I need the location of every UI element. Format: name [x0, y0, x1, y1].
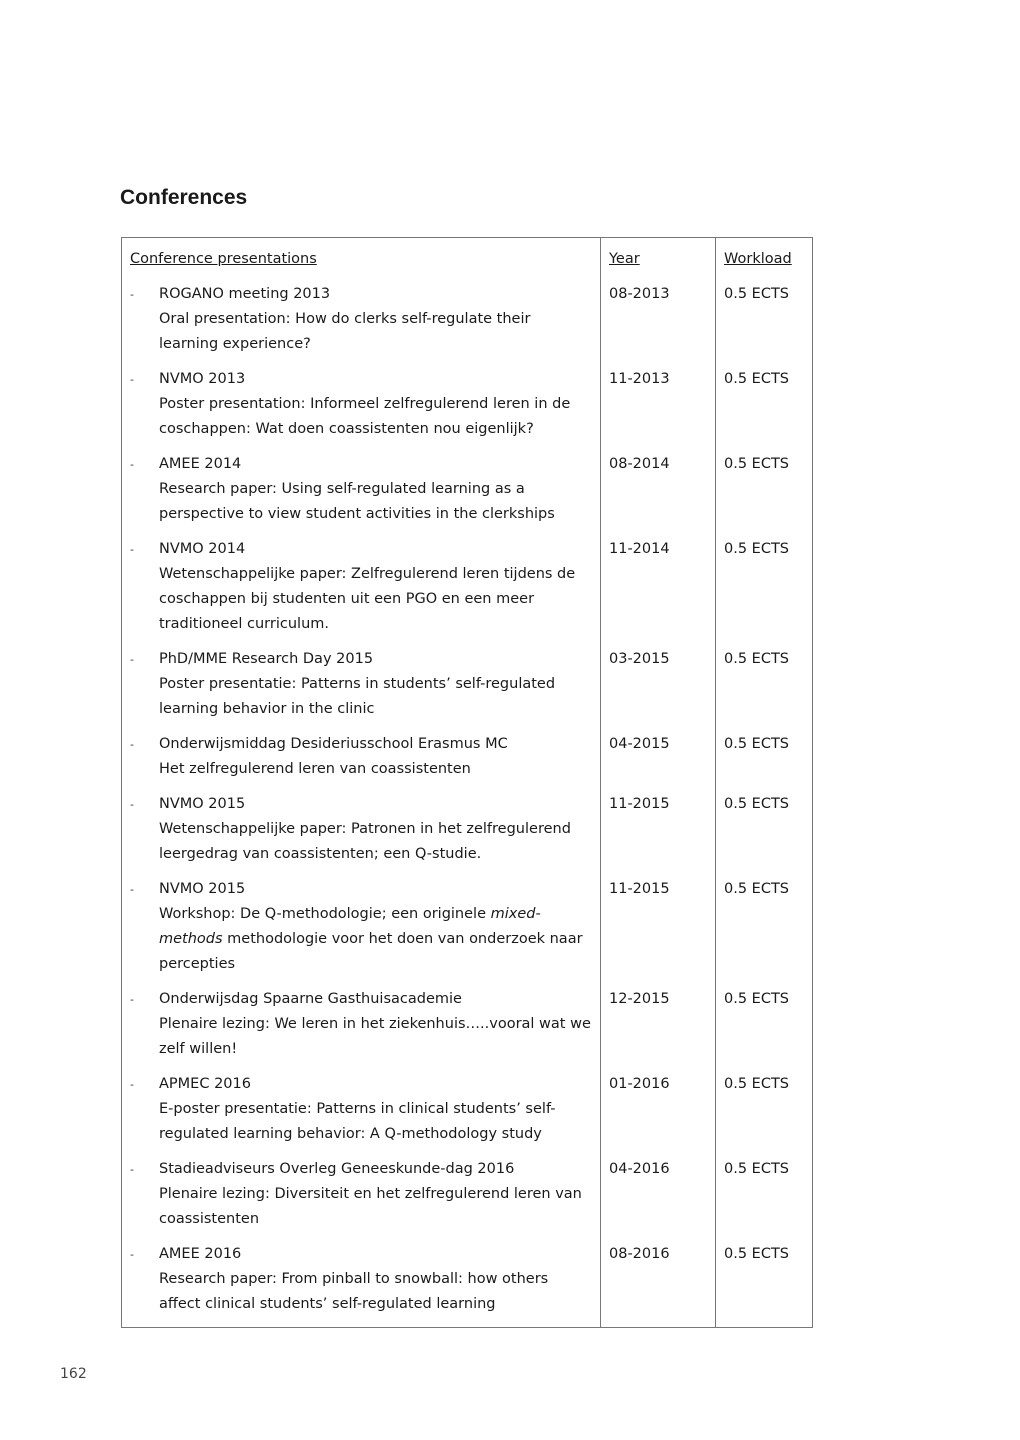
- list-item: [130, 1072, 592, 1147]
- table-row: [122, 987, 813, 1072]
- presentation-description-line: Het zelfregulerend leren van coassistenten: [159, 761, 471, 777]
- conference-title: NVMO 2013: [159, 371, 246, 387]
- description-text: Workshop: De Q-methodologie; een originele: [159, 906, 491, 922]
- presentation-description-line: percepties: [159, 956, 236, 972]
- workload-cell: 0.5 ECTS: [716, 367, 813, 452]
- conference-title: NVMO 2015: [159, 796, 246, 812]
- presentation-description-line: Plenaire lezing: We leren in het ziekenhuis…..vooral wat we: [159, 1016, 591, 1032]
- bullet-dash: -: [130, 1163, 134, 1176]
- table-body: [122, 282, 813, 1328]
- bullet-dash: -: [130, 543, 134, 556]
- workload-cell: 0.5 ECTS: [716, 987, 813, 1072]
- workload-cell: 0.5 ECTS: [716, 647, 813, 732]
- presentation-description-line: Plenaire lezing: Diversiteit en het zelfregulerend leren van: [159, 1186, 582, 1202]
- presentation-cell: [122, 452, 601, 537]
- presentation-description-line: leergedrag van coassistenten; een Q-studie.: [159, 846, 482, 862]
- conference-title: PhD/MME Research Day 2015: [159, 651, 374, 667]
- conference-title: Onderwijsdag Spaarne Gasthuisacademie: [159, 991, 462, 1007]
- presentation-description-line: traditioneel curriculum.: [159, 616, 329, 632]
- conference-title: AMEE 2014: [159, 456, 242, 472]
- presentation-cell: [122, 282, 601, 367]
- presentation-description-line: coschappen: Wat doen coassistenten nou eigenlijk?: [159, 421, 534, 437]
- presentation-description-line: learning behavior in the clinic: [159, 701, 375, 717]
- presentation-cell: [122, 367, 601, 452]
- list-item: [130, 987, 592, 1062]
- year-cell: 08-2013: [601, 282, 716, 367]
- page-number: 162: [60, 1366, 87, 1382]
- entry-text: [159, 877, 592, 977]
- bullet-dash: -: [130, 288, 134, 301]
- workload-cell: 0.5 ECTS: [716, 732, 813, 792]
- presentation-description-line: [159, 927, 592, 952]
- table-row: [122, 452, 813, 537]
- table-row: [122, 877, 813, 987]
- bullet-dash: -: [130, 1248, 134, 1261]
- entry-text: [159, 987, 592, 1062]
- bullet-dash: -: [130, 1078, 134, 1091]
- bullet-dash: -: [130, 373, 134, 386]
- presentation-description-line: E-poster presentatie: Patterns in clinical students’ self-: [159, 1101, 556, 1117]
- conference-title: Stadieadviseurs Overleg Geneeskunde-dag 2016: [159, 1161, 515, 1177]
- workload-cell: 0.5 ECTS: [716, 452, 813, 537]
- year-cell: 08-2014: [601, 452, 716, 537]
- entry-text: [159, 282, 592, 357]
- presentation-description-line: zelf willen!: [159, 1041, 238, 1057]
- entry-text: [159, 367, 592, 442]
- list-item: [130, 452, 592, 527]
- presentation-description-line: Research paper: From pinball to snowball: how others: [159, 1271, 549, 1287]
- conference-title: ROGANO meeting 2013: [159, 286, 331, 302]
- list-item: [130, 282, 592, 357]
- year-cell: 01-2016: [601, 1072, 716, 1157]
- presentation-cell: [122, 647, 601, 732]
- conference-title: Onderwijsmiddag Desideriusschool Erasmus MC: [159, 736, 508, 752]
- presentation-cell: [122, 1242, 601, 1328]
- bullet-dash: -: [130, 653, 134, 666]
- entry-text: [159, 732, 592, 782]
- conference-title: APMEC 2016: [159, 1076, 251, 1092]
- list-item: [130, 732, 592, 782]
- presentation-cell: [122, 792, 601, 877]
- table-row: [122, 282, 813, 367]
- presentation-cell: [122, 1072, 601, 1157]
- presentation-cell: [122, 877, 601, 987]
- year-cell: 11-2015: [601, 877, 716, 987]
- table-row: [122, 1157, 813, 1242]
- entry-text: [159, 792, 592, 867]
- year-cell: 11-2013: [601, 367, 716, 452]
- workload-cell: 0.5 ECTS: [716, 282, 813, 367]
- presentation-description-line: perspective to view student activities in the clerkships: [159, 506, 555, 522]
- presentation-description-line: affect clinical students’ self-regulated learning: [159, 1296, 496, 1312]
- description-text: methodologie voor het doen van onderzoek naar: [222, 931, 583, 947]
- description-emphasis: methods: [159, 931, 223, 947]
- workload-cell: 0.5 ECTS: [716, 1072, 813, 1157]
- section-heading: Conferences: [120, 186, 248, 209]
- header-presentations: Conference presentations: [122, 238, 601, 283]
- table-row: [122, 1072, 813, 1157]
- year-cell: 08-2016: [601, 1242, 716, 1328]
- presentation-cell: [122, 987, 601, 1072]
- bullet-dash: -: [130, 798, 134, 811]
- presentation-description-line: regulated learning behavior: A Q-methodology study: [159, 1126, 542, 1142]
- table-header-row: [122, 238, 813, 283]
- presentation-description-line: coassistenten: [159, 1211, 260, 1227]
- presentation-cell: [122, 1157, 601, 1242]
- presentation-description-line: Wetenschappelijke paper: Patronen in het zelfregulerend: [159, 821, 571, 837]
- workload-cell: 0.5 ECTS: [716, 877, 813, 987]
- list-item: [130, 877, 592, 977]
- bullet-dash: -: [130, 738, 134, 751]
- presentation-cell: [122, 537, 601, 647]
- list-item: [130, 367, 592, 442]
- entry-text: [159, 452, 592, 527]
- workload-cell: 0.5 ECTS: [716, 537, 813, 647]
- year-cell: 11-2015: [601, 792, 716, 877]
- conferences-table: [121, 237, 813, 1328]
- header-year: Year: [601, 238, 716, 283]
- entry-text: [159, 1072, 592, 1147]
- presentation-description-line: Oral presentation: How do clerks self-regulate their: [159, 311, 531, 327]
- header-workload: Workload: [716, 238, 813, 283]
- table-row: [122, 367, 813, 452]
- list-item: [130, 1157, 592, 1232]
- bullet-dash: -: [130, 458, 134, 471]
- list-item: [130, 537, 592, 637]
- description-emphasis: mixed-: [490, 906, 541, 922]
- presentation-description-line: learning experience?: [159, 336, 311, 352]
- presentation-description-line: coschappen bij studenten uit een PGO en een meer: [159, 591, 535, 607]
- presentation-description-line: Wetenschappelijke paper: Zelfregulerend leren tijdens de: [159, 566, 576, 582]
- workload-cell: 0.5 ECTS: [716, 792, 813, 877]
- year-cell: 04-2016: [601, 1157, 716, 1242]
- presentation-description-line: Poster presentatie: Patterns in students’ self-regulated: [159, 676, 556, 692]
- entry-text: [159, 647, 592, 722]
- presentation-cell: [122, 732, 601, 792]
- list-item: [130, 792, 592, 867]
- list-item: [130, 647, 592, 722]
- conference-title: AMEE 2016: [159, 1246, 242, 1262]
- table-row: [122, 792, 813, 877]
- year-cell: 03-2015: [601, 647, 716, 732]
- conference-title: NVMO 2015: [159, 881, 246, 897]
- year-cell: 12-2015: [601, 987, 716, 1072]
- bullet-dash: -: [130, 883, 134, 896]
- presentation-description-line: Poster presentation: Informeel zelfregulerend leren in de: [159, 396, 571, 412]
- entry-text: [159, 1242, 592, 1317]
- table-row: [122, 537, 813, 647]
- bullet-dash: -: [130, 993, 134, 1006]
- presentation-description-line: Research paper: Using self-regulated learning as a: [159, 481, 525, 497]
- year-cell: 11-2014: [601, 537, 716, 647]
- list-item: [130, 1242, 592, 1317]
- table-row: [122, 1242, 813, 1328]
- workload-cell: 0.5 ECTS: [716, 1242, 813, 1328]
- entry-text: [159, 537, 592, 637]
- presentation-description-line: [159, 902, 592, 927]
- workload-cell: 0.5 ECTS: [716, 1157, 813, 1242]
- entry-text: [159, 1157, 592, 1232]
- conference-title: NVMO 2014: [159, 541, 246, 557]
- year-cell: 04-2015: [601, 732, 716, 792]
- table-row: [122, 732, 813, 792]
- table-row: [122, 647, 813, 732]
